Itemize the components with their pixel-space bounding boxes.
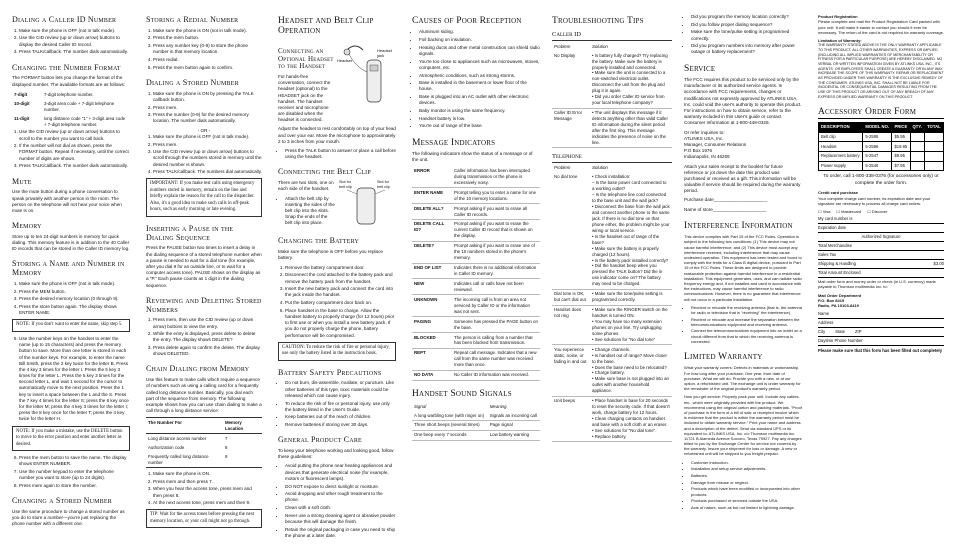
- step: 5. Use the number keys on the handset to enter the name (up to 15 characters) and press the memory button to save. More than one letter is stored in each of the number keys. For example, to enter the name Bill Smith, press the 2 key twice for the letter B. Press the 4 key 3 times for the letter I. Press the 5 key 3 times for the letter L. Press the 5 key 3 times for the second letter L, and wait 1 second for the cursor to automatically move to the next position. Press the 1 key to insert a space between the L and the S. Press the 7 key 4 times for the letter S; press the 6 key once for the letter M; press the 4 key 3 times for the letter I; press the 8 key once for the letter T; press the 4 key twice for the letter H.: [19, 336, 130, 423]
- table-cell: 8: [224, 444, 228, 450]
- message-meaning: Caller information has been interrupted during transmission or the phone is excessively noisy.: [452, 166, 540, 187]
- message-meaning: Indicates there is no additional information in Caller ID memory.: [452, 263, 540, 279]
- bullet: • Damage from misuse or neglect.: [691, 480, 802, 485]
- total-input[interactable]: [925, 132, 944, 142]
- format-key: 11-digit: [14, 116, 30, 122]
- message-code: NO DATA: [412, 370, 452, 380]
- step: 8. Press mem again to store the number.: [19, 483, 130, 489]
- column-2: [146, 14, 262, 532]
- steps-list: [12, 281, 130, 316]
- message-meaning: Prompt asking if you want to erase one of the 10 numbers stored in the phone's memory.: [452, 241, 540, 263]
- bullet: • Avoid putting the phone near heating appliances and devices that generate electrical noise (for example, motors or fluorescent lamps).: [285, 463, 396, 482]
- paragraph: To keep your telephone working and looking good, follow these guidelines:: [278, 448, 394, 460]
- step: 1. Use the CID review (up or down arrow) buttons to scroll to the number you want to call back.: [19, 129, 130, 141]
- table-cell: Long distance access number: [148, 435, 207, 441]
- bullet: • Connect the telecommunications equipment into an outlet on a circuit different from that to which the receiving antenna is connected.: [691, 328, 802, 344]
- table-cell: Three short beeps (several times): [412, 420, 488, 430]
- message-code: NEW: [412, 279, 452, 295]
- shipping-row: [818, 261, 944, 269]
- name-field[interactable]: Name: [818, 311, 944, 319]
- heading: Limitation of Warranty:: [818, 37, 862, 43]
- important-box: IMPORTANT: If you make test calls using emergency numbers stored in memory, remain on the line and briefly explain the reason for the call to the dispatcher. Also, it's a good idea to make such calls in off-peak hours, such as early morning or late evening.: [146, 178, 262, 216]
- step: 2. Press mem.: [153, 105, 262, 111]
- message-meaning: Prompt asking if you want to erase all Caller ID records.: [452, 204, 540, 220]
- column-header: Problem: [554, 43, 571, 49]
- message-code: ERROR: [412, 166, 452, 187]
- bullet: • Products which have been modified or incorporated into other products.: [691, 486, 802, 496]
- bullet: • Retain the original packaging in case you need to ship the phone at a later date.: [285, 527, 396, 539]
- message-meaning: Someone has pressed the PAGE button on the base.: [452, 317, 540, 333]
- column-5: [552, 14, 672, 442]
- bullet-list: [278, 196, 336, 227]
- city-field[interactable]: City: [818, 329, 826, 335]
- table-cell: Belt clip: [819, 132, 863, 142]
- card-type-label: Mastercard: [841, 208, 862, 214]
- message-meaning: Prompt telling you to enter a name for one of the 10 memory locations.: [452, 188, 540, 204]
- step: 5. Place handset in the base to charge. Allow the handset battery to properly charge (for 12 hours) prior to first use or when you install a new battery pack. If you do not properly charge the phone, battery performance will be compromised.: [285, 308, 396, 339]
- total-input[interactable]: [925, 151, 944, 161]
- subsection-title: Caller ID: [552, 31, 672, 41]
- note-box: NOTE: If you make a mistake, use the DELETE button to move to the error position and enter another letter as desired.: [12, 426, 130, 451]
- card-option-visa[interactable]: ☐ Visa: [818, 208, 831, 214]
- bullet: • Aluminum siding.: [419, 29, 540, 35]
- subsection-title: Telephone: [552, 153, 672, 163]
- message-code: REPT: [412, 348, 452, 370]
- step: 3. Insert the new battery pack and connect the cord into the jack inside the handset.: [285, 286, 396, 298]
- section-title: General Product Care: [278, 435, 362, 445]
- bullet-list: [412, 29, 540, 129]
- step: 2. Press the MEM button.: [19, 289, 130, 295]
- table-cell: $9.95: [892, 151, 910, 161]
- table-cell: Power supply: [819, 161, 863, 171]
- format-key: 10-digit: [14, 101, 30, 107]
- bullet: • Base is plugged into an AC outlet with other electronic devices.: [419, 94, 540, 106]
- section-title: Headset and Belt Clip Operation: [278, 16, 374, 37]
- step: 2. Use the CID review (up or down arrow) buttons to display the desired Caller ID record.: [19, 35, 130, 47]
- table-cell: 7: [224, 435, 228, 441]
- bullet: • Baby monitor is using the same frequency.: [419, 108, 540, 114]
- column-6: [684, 14, 802, 513]
- paragraph: Mail order form and money order or check (in U.S. currency) made payable to Thomson multimedia Inc. to:: [818, 279, 936, 290]
- step: 3. Press any number key (0-9) to store the phone number in that memory location.: [153, 43, 262, 55]
- label: Slot for belt clip: [377, 180, 390, 190]
- message-code: END OF LIST: [412, 263, 452, 279]
- address-field[interactable]: Address: [818, 320, 944, 328]
- table-cell: A long warbling tone (with ringer on): [412, 411, 488, 420]
- format-value: 7-digit telephone number.: [44, 92, 94, 98]
- sales-tax-field[interactable]: Sales Tax: [818, 252, 944, 260]
- bullet: • Foil backing on insulation.: [419, 37, 540, 43]
- message-meaning: The incoming call is from an area not serviced by Caller ID or the information was not sent.: [452, 295, 540, 317]
- problem-cell: Dial tone is OK, but can't dial out: [552, 289, 590, 305]
- card-option-discover[interactable]: ☐ Discover: [867, 208, 888, 214]
- zip-field[interactable]: ZIP: [855, 329, 862, 335]
- step: 3. Press TALK/callback. The number dials automatically.: [19, 49, 130, 55]
- paragraph: Store up to ten 24-digit numbers in memory for quick dialing. This memory feature is in addition to the 40 Caller ID records that can be stored in the Caller ID memory log.: [12, 233, 130, 252]
- column-1: [12, 14, 130, 530]
- step: 1. Make sure the phone is ON by pressing the TALK callback button.: [153, 91, 262, 103]
- step: 1. Press mem, then use the CID review (up or down arrow) buttons to view the entry.: [153, 317, 262, 329]
- steps-list: [146, 134, 262, 176]
- solution-cell: • Place handset in base for 20 seconds to reset the security code. If that doesn't work, charge battery for 12 hours. • Clean charging contacts on handset and base with a soft cloth or an eraser. • See solutions for "No dial tone". • Replace battery.: [590, 396, 672, 442]
- bullet: • Atmospheric conditions, such as strong storms.: [419, 73, 540, 79]
- bullet: • Heating ducts and other metal construction can shield radio signals.: [419, 45, 540, 57]
- column-header: Solution: [592, 43, 608, 49]
- table-cell: $7.95: [892, 161, 910, 171]
- paragraph: THE WARRANTY STATED ABOVE IS THE ONLY WARRANTY APPLICABLE TO THIS PRODUCT. ALL OTHER WARRANTIES, EXPRESS OR IMPLIED (INCLUDING ALL IMPLIED WARRANTIES OF MERCHANTABILITY OR FITNESS FOR A PARTICULAR PURPOSE) ARE HEREBY DISCLAIMED. NO VERBAL OR WRITTEN INFORMATION GIVEN BY ATLINKS USA, INC., ITS AGENTS, OR EMPLOYEES SHALL CREATE A GUARANTY OR IN ANY WAY INCREASE THE SCOPE OF THIS WARRANTY. REPAIR OR REPLACEMENT AS PROVIDED UNDER THIS WARRANTY IS THE EXCLUSIVE REMEDY OF THE CONSUMER. ATLINKS USA, INC. SHALL NOT BE LIABLE FOR INCIDENTAL OR CONSEQUENTIAL DAMAGES RESULTING FROM THE USE OF THIS PRODUCT OR ARISING OUT OF ANY BREACH OF ANY EXPRESS OR IMPLIED WARRANTY ON THIS PRODUCT.: [818, 43, 944, 99]
- section-title: Message Indicators: [412, 137, 496, 148]
- solution-cell: • Change channels. • Is handset out of range? Move closer to the base. • Does the base need to be relocated? • Charge battery. • Make sure base is not plugged into an outlet with another household appliance.: [590, 345, 672, 397]
- table-cell: Page signal: [488, 420, 540, 430]
- paragraph: Use this feature to make calls which require a sequence of numbers such as using a calling card for a frequently called long distance number. Basically, you dial each part of the sequence from memory. The following example shows how you can use chain dialing to make a call through a long distance service:: [146, 377, 262, 414]
- footer-note: Please make sure that this form has been filled out completely: [818, 348, 943, 354]
- paragraph: This device complies with Part 15 of the FCC Rules. Operation is subject to the following two conditions: (1) This device may not cause harmful interference; and (2) This device must accept any interference received, including interference that may cause undesired operation. This equipment has been tested and found to comply with the limits for a Class B digital device, pursuant to Part 15 of the FCC Rules. These limits are designed to provide reasonable protection against harmful interference in a residential installation. This equipment generates, uses, and can radiate radio frequency energy and, if not installed and used in accordance with the instructions, may cause harmful interference to radio communications. However, there is no guarantee that interference will not occur in a particular installation.: [684, 234, 802, 302]
- solution-cell: • Make sure the RINGER switch on the handset is turned ON. • You may have too many extension phones on your line. Try unplugging some phones. • See solutions for "No dial tone": [590, 305, 672, 345]
- step: 3. Use the CID review (up or down arrow) buttons to scroll through the numbers stored in memory until the desired number is shown.: [153, 149, 262, 168]
- label: Headset: [337, 57, 352, 63]
- message-code: PAGING: [412, 317, 452, 333]
- bullet: • Products purchased or serviced outside the USA.: [691, 498, 802, 503]
- section-title: Changing the Number Format: [12, 62, 121, 72]
- format-value: 3-digit area code + 7-digit telephone number.: [44, 101, 115, 113]
- section-title: Causes of Poor Reception: [412, 16, 522, 26]
- bullet: • You're out of range of the base.: [419, 123, 540, 129]
- qty-input[interactable]: [910, 132, 925, 142]
- section-title: Inserting a Pause in the Dialing Sequence: [146, 223, 234, 242]
- chain-table: [146, 417, 262, 468]
- order-call-text: To order, call 1-800-338-0376 (for accessories only) or complete the order form.: [823, 174, 939, 186]
- step: 1. Make sure the phone is OFF (not in talk mode).: [153, 134, 262, 140]
- bullet-list: [684, 305, 802, 344]
- steps-list: [146, 91, 262, 125]
- bullet: • Clean with a soft cloth.: [285, 505, 396, 511]
- section-title: Storing a Name and Number in Memory: [12, 259, 125, 278]
- paragraph: Make sure the telephone is OFF before you replace battery.: [278, 249, 383, 261]
- step: 3. Press delete again to confirm the delete. The display shows DELETED.: [153, 345, 262, 357]
- message-code: ENTER NAME: [412, 188, 452, 204]
- column-header: MODEL NO.: [863, 122, 892, 132]
- solution-cell: • The unit displays this message if it detects anything other than valid Caller ID information during the silent period after the first ring. This message indicates the presence of noise on the line.: [590, 108, 672, 148]
- troubleshooting-table: [552, 164, 672, 442]
- mail-address: Mail Order Department P.O. Box 8419 Radio, PA 19103-8419: [818, 292, 862, 309]
- step: 2. Press mem.: [153, 142, 262, 148]
- section-title: Chain Dialing from Memory: [146, 364, 250, 374]
- step: 2. Press mem and then press 7.: [153, 479, 262, 485]
- step: 2. If the number will not dial as shown, press the FORMAT button. Repeat if necessary, until the correct number of digits are shown.: [19, 143, 130, 162]
- section-title: Changing the Battery: [278, 236, 359, 246]
- message-code: UNKNOWN: [412, 295, 452, 317]
- steps-list: [278, 265, 396, 339]
- paragraph: The following indicators show the status of a message or of the unit.: [412, 151, 533, 163]
- step: 1. Make sure the phone is ON.: [153, 471, 262, 477]
- step: 5. Press the mem button again to confirm.: [153, 65, 262, 71]
- table-cell: Headset: [819, 142, 863, 152]
- column-3: [278, 14, 396, 542]
- column-4: [412, 14, 540, 441]
- column-header: The Number For: [148, 419, 182, 425]
- bullet-list: [684, 14, 802, 56]
- signature-field[interactable]: Authorized Signature: [818, 234, 944, 242]
- message-code: DELETE CALL ID?: [412, 219, 452, 241]
- table-cell: One beep every 7 seconds: [412, 430, 488, 440]
- section-title: Changing a Stored Number: [12, 495, 112, 505]
- bullet: • Base is installed in the basement or lower floor of the house.: [419, 80, 540, 92]
- table-cell: Low battery warning: [488, 430, 540, 440]
- beltclip-illustration: [339, 180, 395, 226]
- card-option-mastercard[interactable]: ☐ Mastercard: [836, 208, 862, 214]
- bullet: • Remove batteries if storing over 30 days.: [285, 422, 396, 428]
- table-cell: 5-2586: [863, 142, 892, 152]
- card-number-field[interactable]: My card number is: [818, 216, 944, 224]
- step: 3. Press the number (0-9) for the desired memory location. The number dials automatically.: [153, 112, 262, 124]
- heading: Product Registration: [818, 14, 858, 19]
- message-meaning: Repeat call message. Indicates that a new call from the same number was received more than once.: [452, 348, 540, 370]
- total-input[interactable]: [925, 142, 944, 152]
- city-state-zip-row: [818, 329, 944, 337]
- steps-list: [12, 336, 130, 423]
- card-type-label: Discover: [871, 208, 888, 214]
- section-title: Reviewing and Deleting Stored Numbers: [146, 295, 262, 314]
- step: 3. Press the desired memory location (0 through 9).: [19, 296, 130, 302]
- or-separator: - OR -: [197, 127, 211, 133]
- qty-input[interactable]: [910, 161, 925, 171]
- paragraph: The FORMAT button lets you change the format of the displayed number. The available formats are as follows:: [12, 75, 126, 87]
- table-cell: $5.95: [892, 132, 910, 142]
- bullet: • Avoid dropping and other rough treatment to the phone.: [285, 491, 396, 503]
- bullet-list: [278, 463, 396, 539]
- section-title: Limited Warranty: [684, 352, 763, 362]
- bullet: • Never use a strong cleaning agent or abrasive powder because this will damage the finish.: [285, 513, 396, 525]
- bullet: • Did you program numbers into memory after power outage or battery replacement?: [691, 43, 802, 55]
- message-code: DELETE?: [412, 241, 452, 263]
- solution-cell: • Is battery fully charged? Try replacing the battery. Make sure the battery is properly installed and connected. • Make sure the unit is connected to a non-switched electrical outlet. Disconnect the unit from the plug and plug it in again. • Did you order Caller ID service from your local telephone company?: [590, 51, 672, 108]
- bullet: • Customer instruction.: [691, 460, 802, 465]
- table-cell: Frequently called long distance number: [148, 453, 209, 465]
- table-cell: 9: [224, 453, 228, 459]
- section-title: Troubleshooting Tips: [552, 16, 644, 26]
- step: 1. Make sure the phone is OFF (not in talk mode).: [19, 281, 130, 287]
- table-cell: Signals an incoming call: [488, 411, 540, 420]
- purchase-date-field[interactable]: Purchase date_____________________: [684, 197, 768, 203]
- bullet: • Reorient or relocate and increase the separation between the telecommunications equipment and receiving antenna.: [691, 317, 802, 327]
- column-7: [818, 14, 944, 354]
- bullet: • Press the TALK button to answer or place a call before using the headset.: [285, 148, 396, 160]
- label: Headset jack: [377, 47, 392, 59]
- table-cell: 5-2595: [863, 132, 892, 142]
- table-cell: 5-2546: [863, 161, 892, 171]
- sound-table: [412, 402, 540, 441]
- bullet: • Do not burn, dis-assemble, mutilate, or puncture. Like other batteries of this type, toxic materials could be released which can cause injury.: [285, 380, 396, 399]
- heading: Credit card purchase: [818, 190, 859, 196]
- steps-list: [12, 455, 130, 489]
- expiration-field[interactable]: Expiration date: [818, 225, 944, 233]
- problem-cell: Unit beeps: [552, 396, 590, 442]
- table-cell: $19.95: [892, 142, 910, 152]
- column-header: TOTAL: [925, 122, 944, 132]
- order-table: [818, 122, 944, 171]
- step: 4. Press TALK/callback. The numbers dial automatically.: [153, 169, 262, 175]
- step: 4. Press the store button again. The display shows ENTER NAME.: [19, 304, 130, 316]
- step: 1. Remove the battery compartment door.: [285, 265, 396, 271]
- section-title: Memory: [12, 221, 42, 231]
- bullet: • Make sure the tone/pulse setting is programmed correctly.: [691, 29, 802, 41]
- headset-illustration: [337, 40, 395, 106]
- step: 1. Make sure the phone is OFF (not in talk mode).: [19, 28, 130, 34]
- subsection-title: Connecting an Optional Headset to the Handset: [278, 46, 334, 71]
- paragraph: How you get service: Properly pack your unit. Include any cables, etc., which were originally provided with the product. We recommend using the original carton and packing materials. "Proof of purchase in the form of a bill of sale or receipted invoice which is evidence that the product is within the warranty period must be included to obtain warranty service." Print your name and address and a description of the defect. Send via standard UPS or its equivalent to: ATLINKS USA, Inc. c/o Thomson multimedia Inc. 11721 B Alameda Avenue Socorro, Texas 79927. Pay any charges billed to you by the Exchange Center for service not covered by the warranty. Insure your shipment for loss or damage. A new or refurbished unit will be shipped to you freight prepaid.: [684, 394, 802, 457]
- steps-list: [146, 471, 262, 506]
- total-merchandise-field[interactable]: Total Merchandise: [818, 243, 944, 251]
- solution-cell: • Make sure the tone/pulse setting is programmed correctly.: [590, 289, 672, 305]
- message-table: [412, 166, 540, 380]
- format-key: 7-digit: [14, 92, 28, 98]
- shipping-value: $3.00: [933, 261, 944, 267]
- message-meaning: No Caller ID information was received.: [452, 370, 540, 380]
- step: 2. Press the mem button.: [153, 35, 262, 41]
- address: Or refer inquiries to: ATLINKS USA, Inc. Manager, Consumer Relations P.O Box 1976 Indianapolis, IN 46206: [684, 129, 747, 160]
- problem-cell: You experience static, noise, or fading in and out: [552, 345, 590, 397]
- step: 2. While the entry is displayed, press delete to delete the entry. The display shows DELETE?: [153, 331, 262, 343]
- paragraph: There are two slots, one on each side of the handset.: [278, 180, 334, 192]
- bullet-list: [278, 380, 396, 428]
- table-cell: Authorization code: [148, 444, 185, 450]
- message-meaning: The person is calling from a number that has been blocked from transmission.: [452, 333, 540, 349]
- column-header: Meaning: [489, 403, 507, 409]
- paragraph: Adjust the headset to rest comfortably on top of your head and over your ear. Move the microphone to approximately 2 to 3 inches from your mouth.: [278, 126, 396, 144]
- bullet: • Keep batteries out of the reach of children.: [285, 414, 396, 420]
- steps-list: [146, 317, 262, 357]
- message-meaning: Indicates call or calls have not been reviewed.: [452, 279, 540, 295]
- section-title: Mute: [12, 176, 32, 186]
- bullet: • Batteries.: [691, 473, 802, 478]
- step: 4. Put the battery compartment door back on.: [285, 300, 396, 306]
- column-header: PRICE: [892, 122, 910, 132]
- bullet: • Handset battery is low.: [419, 116, 540, 122]
- paragraph: Press the PAUSE button two times to insert a delay in the dialing sequence of a stored telephone number when a pause is needed to wait for a dial tone (for example, after you dial 9 for an outside line, or to wait for a computer access tone). PAUSE shows on the display as a "P." Each pause counts as 1 digit in the dialing sequence.: [146, 245, 262, 288]
- step: 4. Press redial.: [153, 57, 262, 63]
- total-amount-field[interactable]: Total Amount Enclosed: [818, 270, 944, 278]
- bullet-list: [278, 148, 396, 160]
- section-title: Dialing a Caller ID Number: [12, 15, 117, 24]
- paragraph: Please complete and mail the Product Registration Card packed with your unit. It will make it easier to contact you should it ever be necessary. The return of the card is not required for warranty coverage.: [818, 19, 944, 35]
- message-meaning: Prompt asking if you want to erase the current Caller ID record that is shown on the display.: [452, 219, 540, 241]
- section-title: Accessory Order Form: [818, 107, 944, 118]
- step: 7. Use the number keypad to enter the telephone number you want to store (up to 24 digits).: [19, 469, 130, 481]
- steps-list: [12, 129, 130, 169]
- problem-cell: No dial tone: [552, 173, 590, 289]
- message-code: DELETE ALL?: [412, 204, 452, 220]
- column-header: QTY.: [910, 122, 925, 132]
- bullet: • Did you program the memory location correctly?: [691, 14, 802, 20]
- section-title: Connecting the Belt Clip: [278, 167, 371, 177]
- column-header: Signal: [414, 403, 427, 409]
- store-name-field[interactable]: Name of store_____________________: [684, 206, 767, 212]
- bullet: • Did you follow proper dialing sequence?: [691, 22, 802, 28]
- paragraph: What your warranty covers: Defects in materials or workmanship. For how long after your purchase: One year, from date of purchase. What we will do: Provide you with a new, or at our option, a refurbished unit. The exchange unit is under warranty for the remainder of the original product's warranty period.: [684, 365, 801, 392]
- step: 1. Make sure the phone is ON (not in talk mode).: [153, 28, 262, 34]
- tip-box: TIP: Wait for the access tones before pressing the next memory location, or your call might not go through.: [146, 509, 262, 528]
- bullet: • Acts of nature, such as but not limited to lightning damage.: [691, 505, 802, 510]
- paragraph: Attach your sales receipt to the booklet for future reference or jot down the date this product was purchased or received as a gift. This information will be valuable if service should be required during the warranty period.: [684, 163, 801, 194]
- step: 4. At the next access tone, press mem and then 9.: [153, 500, 262, 506]
- bullet: • You're too close to appliances such as microwaves, stoves, computers, etc.: [419, 59, 540, 71]
- section-title: Handset Sound Signals: [412, 388, 512, 399]
- paragraph: The FCC requires this product to be serviced only by the manufacturer or its authorized service agents. In accordance with FCC requirements, changes or modifications not expressly approved by ATLINKS USA, Inc. could void the user's authority to operate this product. For instructions on how to obtain service, refer to the warranty included in this User's guide or contact Consumer Information at 1-800-448-0329.: [684, 77, 802, 126]
- bullet: • To reduce the risk of fire or personal injury, use only the battery listed in the User's Guide.: [285, 401, 396, 413]
- step: 2. Disconnect the cord attached to the battery pack and remove the battery pack from the handset.: [285, 272, 396, 284]
- solution-cell: • Check installation: – Is the base power cord connected to a working outlet? – Is the telephone line cord connected to the base unit and the wall jack? • Disconnect the base from the wall jack and connect another phone to the same jack. If there is no dial tone on that phone either, the problem might be your wiring or local service. • Is the handset out of range of the base? • Make sure the battery is properly charged (12 hours). • Is the battery pack installed correctly? • Did the handset beep when you pressed the TALK button? Did the in use indicator come on? The battery may need to be charged.: [590, 173, 672, 289]
- problem-cell: No Display: [552, 51, 590, 108]
- step: 3. Press TALK/callback. The number dials automatically.: [19, 163, 130, 169]
- column-header: DESCRIPTION: [819, 122, 863, 132]
- problem-cell: Handset does not ring: [552, 305, 590, 345]
- paragraph: For hands-free conversation, connect the headset (optional) to the HEADSET jack on the handset. The handset receiver and microphone are disabled when the headset is connected.: [278, 73, 331, 123]
- step: 3. When you hear the access tone, press mem and then press 8.: [153, 486, 262, 498]
- column-header: Problem: [554, 165, 571, 171]
- caution-box: CAUTION: To reduce the risk of fire or personal injury, use only the battery listed in the instruction book.: [278, 342, 396, 361]
- steps-list: [146, 28, 262, 71]
- table-cell: 5-2547: [863, 151, 892, 161]
- label: Slot for belt clip: [339, 180, 352, 190]
- section-title: Service: [684, 63, 716, 74]
- section-title: Dialing a Stored Number: [146, 77, 239, 87]
- column-header: Memory Location: [224, 419, 244, 431]
- section-title: Battery Safety Precautions: [278, 367, 382, 377]
- bullet: • Reorient or relocate the receiving antenna (that is, the antenna for radio or television that is "receiving" the interference).: [691, 305, 802, 315]
- step: 6. Press the mem button to save the name. The display shows ENTER NUMBER.: [19, 455, 130, 467]
- bullet: • Attach the belt clip by inserting the sides of the belt clip into the slots. Snap the ends of the belt clip into place.: [285, 196, 336, 227]
- format-table: [12, 91, 130, 130]
- column-header: Solution: [592, 165, 608, 171]
- note-box: NOTE: If you don't want to enter the name, skip step 5.: [12, 319, 130, 331]
- qty-input[interactable]: [910, 151, 925, 161]
- table-cell: Replacement battery: [819, 151, 863, 161]
- bullet-list: [684, 460, 802, 511]
- qty-input[interactable]: [910, 142, 925, 152]
- bullet: • DO NOT expose to direct sunlight or moisture.: [285, 484, 396, 490]
- shipping-label: Shipping & Handling: [818, 261, 856, 267]
- paragraph: Use the same procedure to change a stored number as you do to store a number—you're just replacing the phone number with a different one.: [12, 508, 125, 527]
- total-input[interactable]: [925, 161, 944, 171]
- section-title: Interference Information: [684, 220, 793, 231]
- state-field[interactable]: State: [835, 329, 845, 335]
- troubleshooting-table: [552, 42, 672, 148]
- steps-list: [12, 28, 130, 56]
- problem-cell: Caller ID Error Message: [552, 108, 590, 148]
- bullet: • Installation and setup service adjustments.: [691, 466, 802, 471]
- paragraph: Use the mute button during a phone conversation to speak privately with another person in the room. The person on the telephone will not hear your voice when mute is on.: [12, 189, 122, 213]
- message-code: BLOCKED: [412, 333, 452, 349]
- format-value: long distance code "1" + 3-digit area code + 7-digit telephone number.: [44, 116, 126, 127]
- paragraph: Your complete charge card number, its expiration date and your signature are necessary to process all charge card orders.: [818, 195, 931, 206]
- card-type-label: Visa: [822, 208, 831, 214]
- phone-field[interactable]: Daytime Phone Number: [818, 338, 944, 346]
- section-title: Storing a Redial Number: [146, 15, 239, 24]
